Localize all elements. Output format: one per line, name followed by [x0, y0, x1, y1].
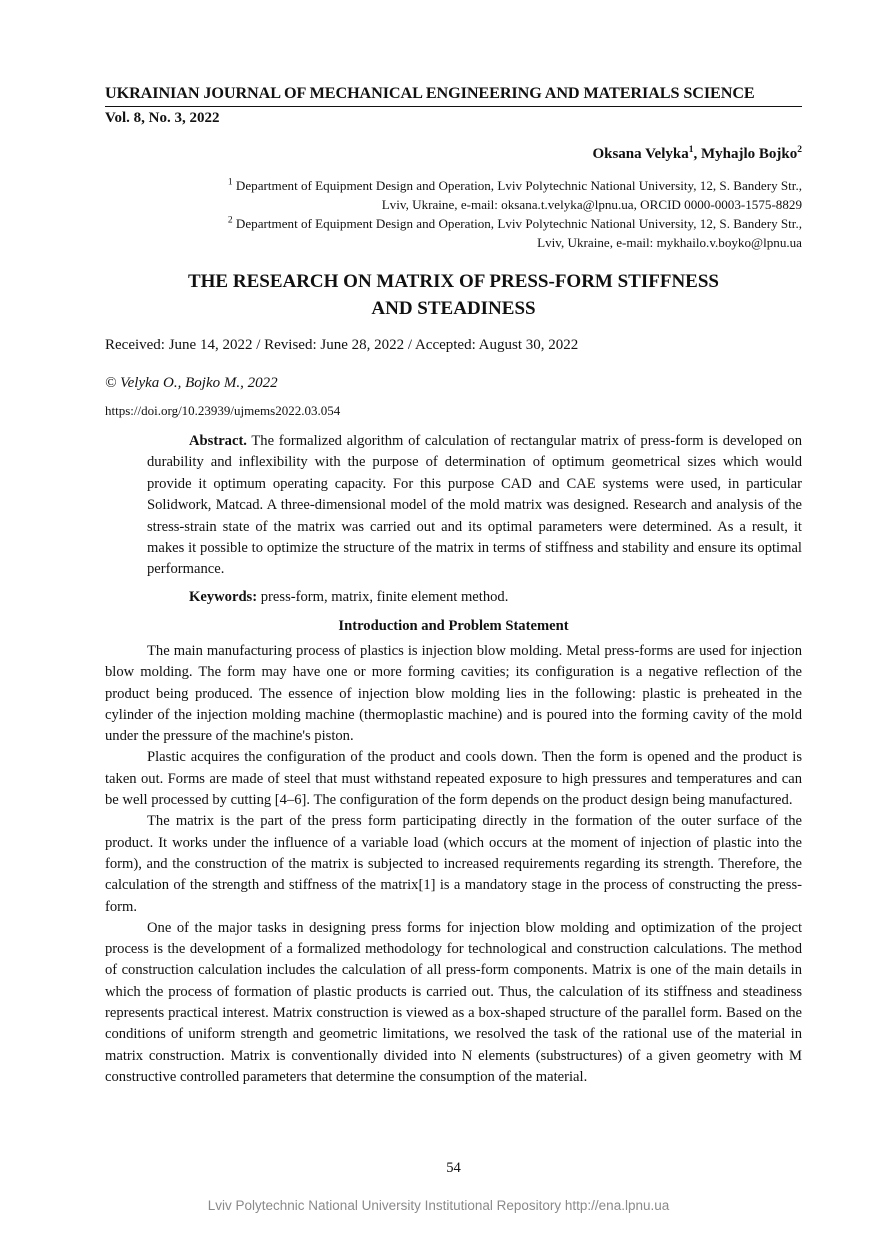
title-line: AND STEADINESS — [371, 298, 536, 319]
affiliation-sup: 1 — [227, 177, 233, 188]
affiliation-line: Lviv, Ukraine, e-mail: mykhailo.v.boyko@lpnu.ua — [537, 235, 802, 250]
header-rule — [105, 106, 802, 107]
copyright: © Velyka O., Bojko M., 2022 — [105, 375, 278, 391]
author-affil-sup: 1 — [688, 145, 694, 155]
paragraph: The main manufacturing process of plastics is injection blow molding. Metal press-forms are used for injection blow molding. The form may have one or more forming cavities; its configuration is a negative reflection of the product being produced. The essence of injection blow molding lies in the following: plastic is preheated in the cylinder of the injection molding machine (thermoplastic machine) and is poured into the forming cavity of the mold under the pressure of the machine's piston. — [105, 643, 802, 745]
abstract-text: The formalized algorithm of calculation of rectangular matrix of press-form is developed on durability and inflexibility with the purpose of determination of optimum geometrical sizes which would provide it optimum operating capacity. For this purpose CAD and CAE systems were used, in particular Solidwork, Matcad. A three-dimensional model of the mold matrix was designed. Research and analysis of the stress-strain state of the matrix was carried out and its optimal parameters were determined. As a result, it makes it possible to optimize the structure of the matrix in terms of stiffness and stability and ensure its optimal performance. — [147, 433, 802, 578]
affiliation-line — [105, 176, 802, 195]
body-text — [105, 641, 802, 1088]
affiliation-text: Department of Equipment Design and Operation, Lviv Polytechnic National University, 12, S. Bandery Str., — [232, 178, 802, 193]
doi-link[interactable]: https://doi.org/10.23939/ujmems2022.03.054 — [105, 403, 341, 418]
paragraph: The matrix is the part of the press form participating directly in the formation of the outer surface of the product. It works under the influence of a variable load (which occurs at the moment of injection of plastic into the form), and the construction of the matrix is subjected to increased requirements regarding its strength. Therefore, the calculation of the strength and stiffness of the matrix[1] is a mandatory stage in the process of constructing the press-form. — [105, 813, 802, 915]
affiliation-line — [105, 214, 802, 233]
keywords — [147, 589, 802, 606]
author-name: Oksana Velyka — [592, 146, 689, 162]
title-line: THE RESEARCH ON MATRIX OF PRESS-FORM STIFFNESS — [187, 271, 719, 292]
affiliations — [105, 176, 802, 252]
paragraph: One of the major tasks in designing press forms for injection blow molding and optimization of the project process is the development of a formalized methodology for technological and construction calculations. The method of construction calculation includes the calculation of all press-form components. Matrix is one of the main details in which the process of formation of plastic products is carried out. Thus, the calculation of its stiffness and steadiness represents practical interest. Matrix construction is viewed as a box-shaped structure of the parallel form. Based on the conditions of uniform strength and geometric limitations, we resolved the task of the rational use of the material in matrix construction. Matrix is conventionally divided into N elements (substructures) of a given geometry with M constructive controlled parameters that determine the consumption of the material. — [105, 919, 802, 1085]
author-separator: , — [693, 146, 701, 162]
repository-footer: Lviv Polytechnic National University Institutional Repository http://ena.lpnu.ua — [207, 1198, 670, 1213]
journal-title: UKRAINIAN JOURNAL OF MECHANICAL ENGINEERING AND MATERIALS SCIENCE — [105, 84, 755, 102]
author-name: Myhajlo Bojko — [700, 146, 798, 162]
affiliation-text: Department of Equipment Design and Operation, Lviv Polytechnic National University, 12, S. Bandery Str., — [232, 216, 802, 231]
paragraph: Plastic acquires the configuration of the product and cools down. Then the form is opened and the product is taken out. Forms are made of steel that must withstand repeated exposure to high pressures and temperatures and can be well processed by cutting [4–6]. The configuration of the form depends on the product design being manufactured. — [105, 749, 802, 809]
affiliation-sup: 2 — [227, 215, 233, 226]
affiliation-line: Lviv, Ukraine, e-mail: oksana.t.velyka@lpnu.ua, ORCID 0000-0003-1575-8829 — [381, 197, 802, 212]
abstract-label: Abstract. — [189, 433, 247, 449]
author-affil-sup: 2 — [797, 145, 802, 155]
volume-info: Vol. 8, No. 3, 2022 — [105, 110, 220, 126]
page-number: 54 — [446, 1160, 461, 1176]
keywords-label: Keywords: — [189, 589, 258, 605]
paper-title — [105, 268, 802, 322]
keywords-text: press-form, matrix, finite element method. — [257, 589, 509, 605]
abstract — [147, 431, 802, 581]
section-heading: Introduction and Problem Statement — [338, 618, 569, 634]
received-dates: Received: June 14, 2022 / Revised: June 28, 2022 / Accepted: August 30, 2022 — [105, 337, 579, 353]
author-list — [592, 146, 802, 163]
